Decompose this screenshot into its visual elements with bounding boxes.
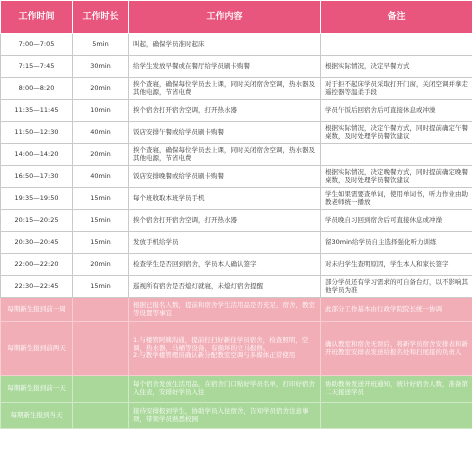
time-cell: 每期新生报到当天: [1, 403, 73, 429]
content-cell: 根据已报名人数，提前和宿舍学生活用品是否充足，宿舍，教室等设置等事宜: [129, 298, 321, 322]
note-cell: 部分学员还有学习需求的可自备台灯，以不影响其他学员为准: [321, 276, 472, 298]
table-row: [1, 144, 472, 166]
table-row: [1, 166, 472, 188]
time-cell: 8:00—8:20: [1, 78, 73, 100]
table-row: [1, 188, 472, 210]
time-cell: 22:00—22:20: [1, 254, 73, 276]
table-row: [1, 100, 472, 122]
content-cell: 挨个宿舍打开宿舍空调，打开热水器: [129, 100, 321, 122]
content-cell: 巡视所有宿舍是否熄灯就寝，未熄灯宿舍提醒: [129, 276, 321, 298]
time-cell: 20:15—20:25: [1, 210, 73, 232]
note-cell: 对于拒不起床学员采取打开门窗，关闭空调并拿走遥控器等温柔手段: [321, 78, 472, 100]
time-cell: 19:35—19:50: [1, 188, 73, 210]
table-row-special: [1, 403, 472, 429]
table-row-special: [1, 376, 472, 403]
content-cell: 每个班收取本班学员手机: [129, 188, 321, 210]
table-row: [1, 78, 472, 100]
note-cell: 根据实际情况，决定午餐方式，同时提前确定午餐桌数，及时处理学员餐饮建议: [321, 122, 472, 144]
table-row-special: [1, 298, 472, 322]
time-cell: 每期新生报到前两天: [1, 322, 73, 376]
content-cell: 发放手机给学员: [129, 232, 321, 254]
time-cell: 每期新生报到前一周: [1, 298, 73, 322]
content-cell: 挨个宿舍打开宿舍空调，打开热水器: [129, 210, 321, 232]
note-cell: [321, 34, 472, 56]
table-row: [1, 34, 472, 56]
note-cell: 根据实际情况，决定早餐方式: [321, 56, 472, 78]
note-cell: 协助教务发送开班通知，统计好宿舍人数，准备第二天接送学员: [321, 376, 472, 403]
content-cell: 饭店安排晚餐或给学员刷卡购餐: [129, 166, 321, 188]
content-cell: 1.与楼管阿姨沟通，提前打扫好新住学员宿舍，检查照明，空调，热水器，马桶等设备，有损坏的立马报修。 2.与教学楼管理员确认新分配教室空调与多媒体正常使用: [129, 322, 321, 376]
duration-cell: 15min: [73, 210, 129, 232]
note-cell: 学员午饭后回宿舍后可直接休息或冲澡: [321, 100, 472, 122]
duration-cell: 15min: [73, 276, 129, 298]
content-cell: 检查学生是否回到宿舍，学员本人确认签字: [129, 254, 321, 276]
note-cell: 留30min给学员自主选择强化听力训练: [321, 232, 472, 254]
header-row: [1, 1, 472, 34]
note-cell: 学员晚自习回到宿舍后可直接休息或冲澡: [321, 210, 472, 232]
duration-cell: 15min: [73, 188, 129, 210]
table-row-special: [1, 322, 472, 376]
content-cell: 饭店安排午餐或给学员刷卡购餐: [129, 122, 321, 144]
note-cell: 学生如果需要查单词，使用单词书，听力作业由助教老师统一播放: [321, 188, 472, 210]
time-cell: 16:50—17:30: [1, 166, 73, 188]
content-cell: 接待安排报到学生，协助学员入住宿舍，告知学员宿舍注意事项，带领学员熟悉校园: [129, 403, 321, 429]
duration-cell: 10min: [73, 100, 129, 122]
duration-cell: [73, 403, 129, 429]
duration-cell: [73, 298, 129, 322]
duration-cell: 5min: [73, 34, 129, 56]
time-cell: 7:00—7:05: [1, 34, 73, 56]
table-row: [1, 210, 472, 232]
content-cell: 给学生发放早餐或在餐厅给学员刷卡购餐: [129, 56, 321, 78]
note-cell: 确认教室和宿舍无误后，将新学员宿舍安排表和新开班教室安排表发送给报名处和扫尾接的负责人: [321, 322, 472, 376]
header-time: 工作时间: [1, 1, 73, 34]
time-cell: 11:50—12:30: [1, 122, 73, 144]
table-row: [1, 276, 472, 298]
header-duration: 工作时长: [73, 1, 129, 34]
duration-cell: 20min: [73, 78, 129, 100]
time-cell: 20:30—20:45: [1, 232, 73, 254]
table-row: [1, 56, 472, 78]
table-row: [1, 122, 472, 144]
content-cell: 每个宿舍发放生活用品，在宿舍门口贴好学员名单，打印好宿舍入住表，安排好学员入住: [129, 376, 321, 403]
content-cell: 挨个查寝，确保每位学员去上课，同时关闭宿舍空调，热水器及其他电源，节省电费: [129, 144, 321, 166]
table-row: [1, 232, 472, 254]
header-note: 备注: [321, 1, 472, 34]
note-cell: [321, 403, 472, 429]
note-cell: 此部分工作基本由行政学院院长统一协调: [321, 298, 472, 322]
time-cell: 7:15—7:45: [1, 56, 73, 78]
duration-cell: 15min: [73, 232, 129, 254]
note-cell: 根据实际情况，决定晚餐方式，同时提前确定晚餐桌数，及时处理学员餐饮建议: [321, 166, 472, 188]
duration-cell: 30min: [73, 56, 129, 78]
note-cell: 对未归学生查明原因，学生本人和家长签字: [321, 254, 472, 276]
duration-cell: 20min: [73, 254, 129, 276]
note-cell: [321, 144, 472, 166]
duration-cell: 20min: [73, 144, 129, 166]
time-cell: 每期新生报到前一天: [1, 376, 73, 403]
duration-cell: 40min: [73, 122, 129, 144]
header-content: 工作内容: [129, 1, 321, 34]
content-cell: 挨个查寝，确保每位学员去上课，同时关闭宿舍空调，热水器及其他电源，节省电费: [129, 78, 321, 100]
duration-cell: [73, 322, 129, 376]
content-cell: 叫起，确保学员准时起床: [129, 34, 321, 56]
duration-cell: 40min: [73, 166, 129, 188]
duration-cell: [73, 376, 129, 403]
time-cell: 11:35—11:45: [1, 100, 73, 122]
time-cell: 22:30—22:45: [1, 276, 73, 298]
time-cell: 14:00—14:20: [1, 144, 73, 166]
table-row: [1, 254, 472, 276]
